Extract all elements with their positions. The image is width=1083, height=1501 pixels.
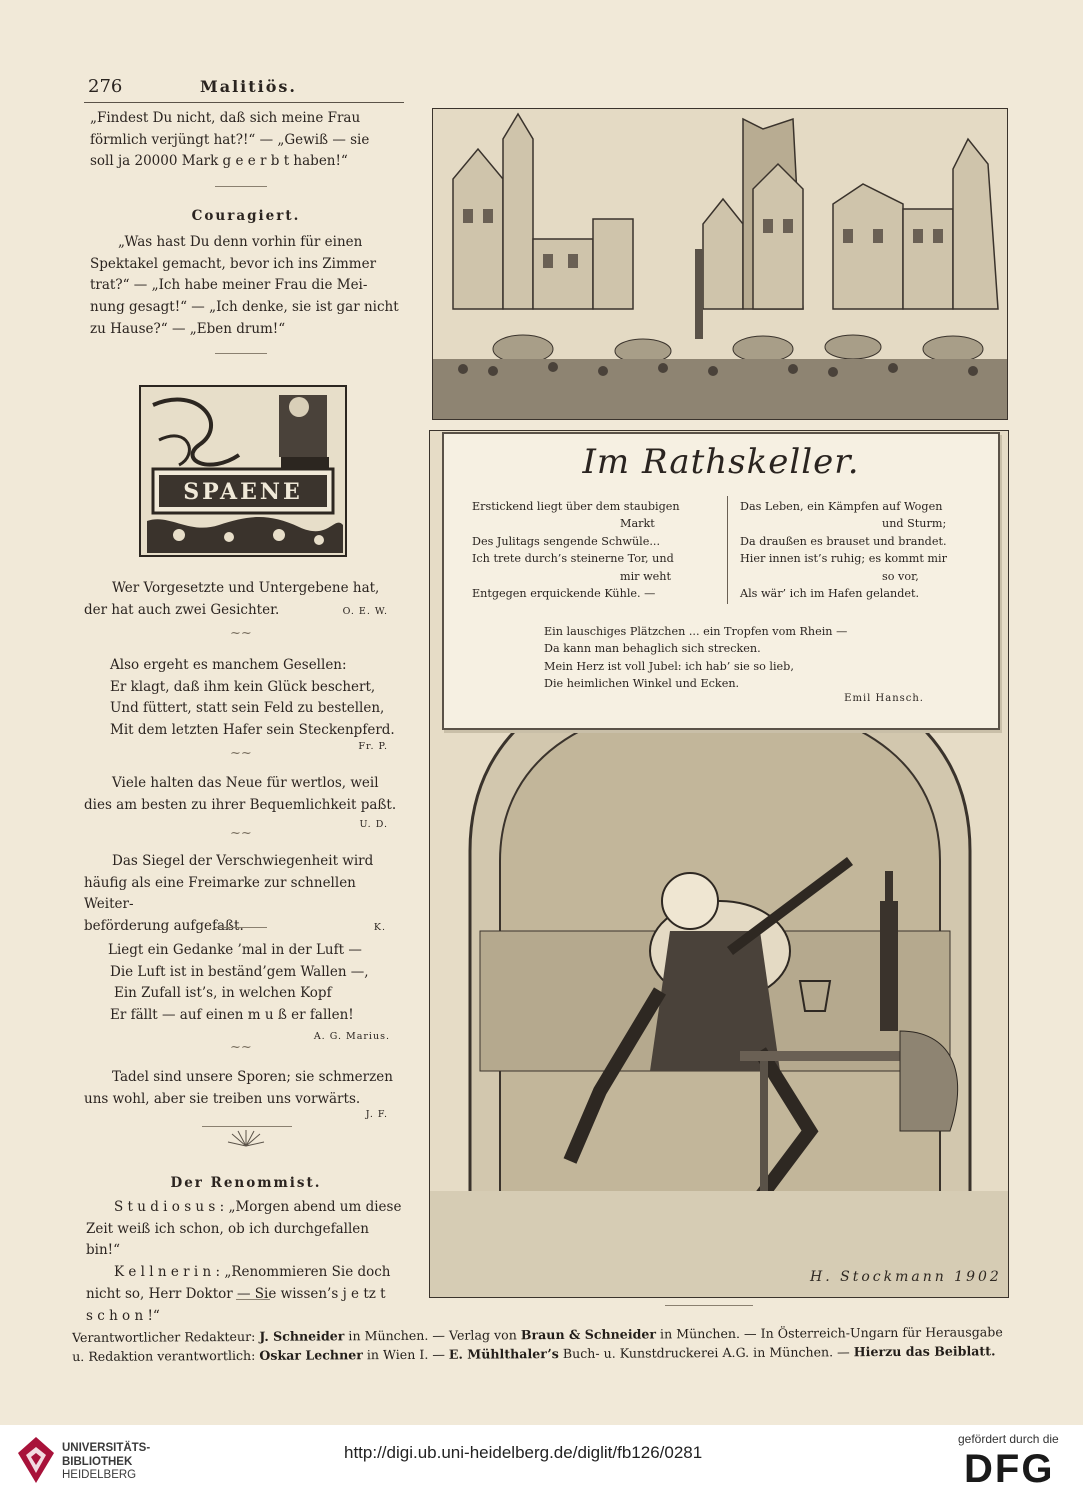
poem-line: Hier innen ist’s ruhig; es kommt mir <box>740 552 947 566</box>
poem-line: Erstickend liegt über dem staubigen <box>472 500 680 513</box>
imprint-footer <box>72 1322 1042 1366</box>
library-name[interactable] <box>62 1442 150 1483</box>
market-square-illustration <box>432 108 1008 420</box>
poem-title: Im Rathskeller. <box>582 442 860 482</box>
poem-col-1 <box>472 498 718 602</box>
text-line: Und füttert, statt sein Feld zu bestellen, <box>110 700 385 717</box>
imprint-text: Verantwortlicher Redakteur: <box>72 1328 260 1345</box>
dfg-logo[interactable]: DFG <box>964 1447 1055 1491</box>
spaene-vignette <box>139 385 347 557</box>
text-line: soll ja 20000 Mark g e e r b t haben!“ <box>90 153 348 170</box>
header-rule <box>84 102 404 103</box>
university-seal-icon <box>16 1435 56 1489</box>
poem-box <box>442 432 1000 730</box>
text-line: S t u d i o s u s : „Morgen abend um diese <box>114 1199 402 1215</box>
text-line: beförderung aufgefaßt. <box>84 918 244 935</box>
divider <box>215 353 267 354</box>
renommist-text <box>86 1197 402 1327</box>
aphorism-6 <box>84 1067 402 1110</box>
poem-line: Entgegen erquickende Kühle. — <box>472 587 656 601</box>
library-bar <box>0 1425 1083 1501</box>
couragiert-title: Couragiert. <box>191 208 301 224</box>
vignette-illustration <box>139 385 347 557</box>
tilde-divider: ~~ <box>230 1040 252 1055</box>
aphorism-1 <box>84 578 402 621</box>
poem-line: Das Leben, ein Kämpfen auf Wogen <box>740 500 943 513</box>
text-line: zu Hause?“ — „Eben drum!“ <box>90 320 286 337</box>
author: K. <box>373 922 386 934</box>
text-line: Also ergeht es manchem Gesellen: <box>110 657 347 673</box>
divider <box>202 1126 292 1127</box>
poem-line: Mein Herz ist voll Jubel: ich hab’ sie so lieb, <box>544 659 794 673</box>
poem-column-divider <box>727 496 728 604</box>
poem-line: Ein lauschiges Plätzchen ... ein Tropfen vom Rhein — <box>544 625 848 638</box>
author: J. F. <box>365 1109 388 1120</box>
text-line: Viele halten das Neue für wertlos, weil <box>112 775 379 791</box>
aphorism-5 <box>108 940 402 1027</box>
couragiert-text <box>90 232 402 341</box>
sunburst-ornament <box>226 1128 266 1154</box>
poem-author: Emil Hansch. <box>844 693 924 704</box>
joke-1 <box>90 108 402 173</box>
text-line: Ein Zufall ist’s, in welchen Kopf <box>114 985 332 1002</box>
text-line: Mit dem letzten Hafer sein Steckenpferd. <box>110 722 395 739</box>
poem-line: Ich trete durch’s steinerne Tor, und <box>472 552 674 566</box>
text-line: Spektakel gemacht, bevor ich ins Zimmer <box>90 255 377 272</box>
tilde-divider: ~~ <box>230 746 252 761</box>
poem-line: Da kann man behaglich sich strecken. <box>544 642 761 656</box>
divider <box>215 927 267 928</box>
aphorism-4 <box>84 851 402 938</box>
text-line: nicht so, Herr Doktor — Sie wissen’s j e tz t <box>86 1285 386 1302</box>
author: A. G. Marius. <box>313 1031 390 1042</box>
text-line: uns wohl, aber sie treiben uns vorwärts. <box>84 1090 361 1107</box>
imprint-name: E. Mühlthaler’s <box>448 1346 559 1362</box>
tilde-divider: ~~ <box>230 626 252 641</box>
imprint-text: u. Redaktion verantwortlich: <box>72 1347 260 1364</box>
poem-col-2 <box>740 498 994 602</box>
tilde-divider: ~~ <box>230 826 252 841</box>
renommist-title: Der Renommist. <box>170 1175 322 1191</box>
artist-signature: H. Stockmann 1902 <box>810 1269 1002 1285</box>
text-line: „Findest Du nicht, daß sich meine Frau <box>90 110 361 126</box>
poem-line: Da draußen es brauset und brandet. <box>740 534 947 548</box>
text-line: häufig als eine Freimarke zur schnellen Weiter- <box>84 874 356 913</box>
imprint-text: in München. — In Österreich-Ungarn für Herausgabe <box>655 1324 1003 1342</box>
text-line: Das Siegel der Verschwiegenheit wird <box>112 853 374 869</box>
imprint-text: in München. — Verlag von <box>344 1327 521 1344</box>
library-name-line: HEIDELBERG <box>62 1469 137 1481</box>
text-line: trat?“ — „Ich habe meiner Frau die Mei- <box>90 277 368 294</box>
aphorism-3 <box>84 773 402 816</box>
page-header <box>88 76 408 102</box>
text-line: nung gesagt!“ — „Ich denke, sie ist gar nicht <box>90 299 399 316</box>
poem-line: mir weht <box>620 569 671 583</box>
poem-line: Markt <box>620 517 655 531</box>
text-line: der hat auch zwei Gesichter. <box>84 601 280 618</box>
text-line: förmlich verjüngt hat?!“ — „Gewiß — sie <box>90 131 370 148</box>
aphorism-2 <box>110 655 402 742</box>
funding-note: gefördert durch die <box>958 1432 1059 1446</box>
divider <box>665 1305 753 1306</box>
page-url-link[interactable]: http://digi.ub.uni-heidelberg.de/diglit/fb126/0281 <box>344 1443 703 1462</box>
library-name-line: UNIVERSITÄTS- <box>62 1442 151 1454</box>
text-line: Liegt ein Gedanke ’mal in der Luft — <box>108 942 362 958</box>
author: O. E. W. <box>342 605 388 617</box>
text-line: Die Luft ist in beständ’gem Wallen —, <box>110 963 369 980</box>
library-name-line: BIBLIOTHEK <box>62 1455 133 1468</box>
poem-line: und Sturm; <box>882 517 947 531</box>
divider <box>215 186 267 187</box>
author: U. D. <box>359 819 388 830</box>
author: Fr. P. <box>358 741 388 752</box>
poem-line: so vor, <box>882 569 919 583</box>
text-line: s c h o n !“ <box>86 1307 160 1324</box>
poem-line: Des Julitags sengende Schwüle... <box>472 534 661 548</box>
text-line: Wer Vorgesetzte und Untergebene hat, <box>112 580 380 596</box>
imprint-text: Buch- u. Kunstdruckerei A.G. in München. — <box>558 1344 854 1362</box>
poem-line: Die heimlichen Winkel und Ecken. <box>544 677 740 691</box>
magazine-title: Malitiös. <box>200 77 297 96</box>
market-scene <box>433 109 1007 419</box>
text-line: Zeit weiß ich schon, ob ich durchgefallen bin!“ <box>86 1220 369 1259</box>
text-line: Er fällt — auf einen m u ß er fallen! <box>110 1007 354 1024</box>
text-line: dies am besten zu ihrer Bequemlichkeit paßt. <box>84 796 397 813</box>
text-line: „Was hast Du denn vorhin für einen <box>118 234 363 250</box>
vignette-text: SPAENE <box>183 479 303 505</box>
poem-line: Als wär’ ich im Hafen gelandet. <box>740 587 920 601</box>
imprint-name: Oskar Lechner <box>259 1347 363 1363</box>
text-line: Tadel sind unsere Sporen; sie schmerzen <box>112 1069 393 1085</box>
page-number: 276 <box>88 76 123 97</box>
poem-final-stanza <box>544 623 904 693</box>
imprint-name: J. Schneider <box>259 1328 345 1344</box>
imprint-text: in Wien I. — <box>362 1346 449 1363</box>
imprint-name: Braun & Schneider <box>520 1326 657 1343</box>
divider <box>236 1299 270 1300</box>
text-line: Er klagt, daß ihm kein Glück beschert, <box>110 678 376 695</box>
imprint-name: Hierzu das Beiblatt. <box>853 1343 996 1360</box>
text-line: K e l l n e r i n : „Renommieren Sie doch <box>114 1264 391 1281</box>
